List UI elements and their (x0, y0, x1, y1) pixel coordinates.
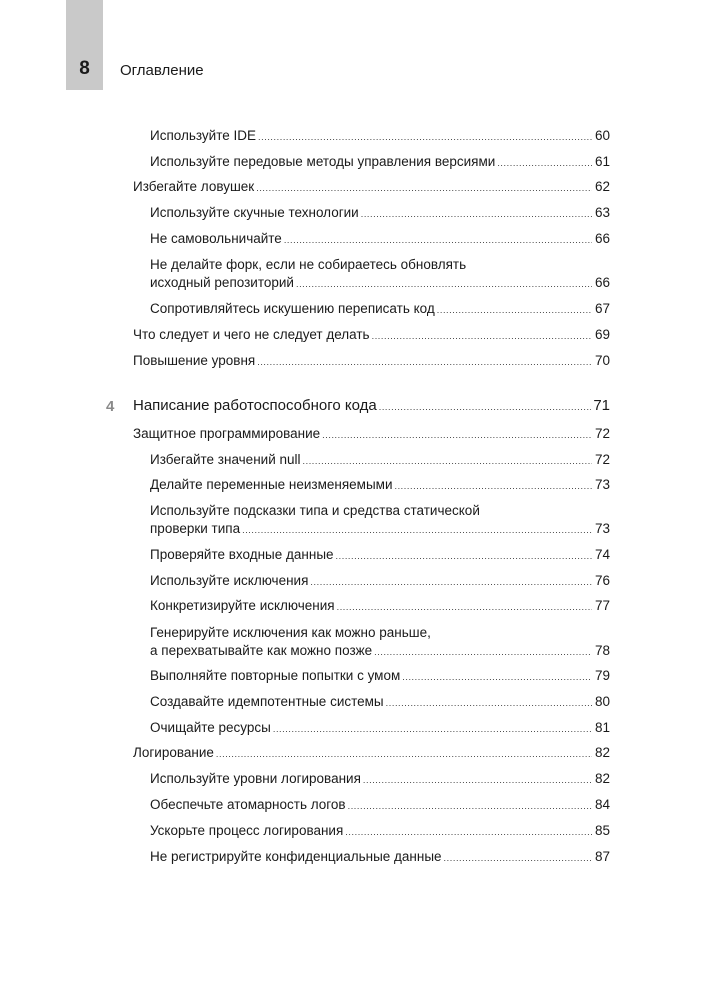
dot-leader (322, 426, 592, 444)
dot-leader (216, 745, 592, 763)
toc-entry-title: Используйте исключения (150, 573, 309, 588)
toc-entry-title: Повышение уровня (133, 353, 256, 368)
toc-entry-title-line1: Генерируйте исключения как можно раньше, (150, 625, 431, 640)
toc-entry-page: 61 (594, 154, 610, 169)
toc-entry-page: 74 (594, 547, 610, 562)
dot-leader (363, 771, 592, 789)
toc-entry[interactable] (133, 425, 610, 444)
toc-entry[interactable] (150, 127, 610, 146)
toc-entry[interactable] (150, 624, 610, 661)
toc-entry[interactable] (133, 326, 610, 345)
toc-entry[interactable] (150, 451, 610, 470)
toc-entry[interactable] (150, 476, 610, 495)
dot-leader (374, 643, 592, 661)
toc-entry-title: Используйте передовые методы управления версиями (150, 154, 496, 169)
toc-entry-title-line1: Не делайте форк, если не собираетесь обновлять (150, 257, 467, 272)
toc-entry[interactable] (150, 796, 610, 815)
toc-entry-page: 81 (594, 720, 610, 735)
toc-entry-page: 72 (594, 426, 610, 441)
dot-leader (386, 694, 592, 712)
dot-leader (296, 275, 592, 293)
dot-leader (284, 231, 592, 249)
toc-entry-page: 69 (594, 327, 610, 342)
toc-entry-title: Ускорьте процесс логирования (150, 823, 344, 838)
toc-entry-title: Логирование (133, 745, 214, 760)
toc-entry-page: 67 (594, 301, 610, 316)
dot-leader (337, 598, 592, 616)
toc-entry-page: 71 (593, 397, 610, 414)
toc-entry-title: Используйте IDE (150, 128, 257, 143)
toc-entry-page: 82 (594, 771, 610, 786)
toc-entry-page: 62 (594, 179, 610, 194)
toc-entry-title: Делайте переменные неизменяемыми (150, 477, 393, 492)
toc-entry-page: 73 (594, 521, 610, 536)
dot-leader (257, 353, 592, 371)
toc-entry-page: 85 (594, 823, 610, 838)
toc-entry-title: Конкретизируйте исключения (150, 598, 335, 613)
chapter-number: 4 (106, 398, 115, 415)
toc-entry-page: 77 (594, 598, 610, 613)
toc-entry-title: Очищайте ресурсы (150, 720, 271, 735)
toc-entry-page: 82 (594, 745, 610, 760)
toc-entry-page: 66 (594, 275, 610, 290)
toc-entry[interactable] (150, 822, 610, 841)
page-number: 8 (79, 58, 90, 79)
toc-entry[interactable] (150, 502, 610, 539)
toc-entry-title: Не самовольничайте (150, 231, 282, 246)
toc-entry-title: исходный репозиторий (150, 275, 294, 290)
toc-entry-page: 76 (594, 573, 610, 588)
toc-entry-title-line1: Используйте подсказки типа и средства статической (150, 503, 480, 518)
dot-leader (345, 823, 592, 841)
dot-leader (444, 849, 592, 867)
toc-entry[interactable] (150, 153, 610, 172)
dot-leader (258, 128, 592, 146)
toc-entry-title: Сопротивляйтесь искушению переписать код (150, 301, 435, 316)
dot-leader (361, 205, 592, 223)
toc-entry[interactable] (133, 352, 610, 371)
toc-entry-title: Используйте уровни логирования (150, 771, 361, 786)
toc-entry-title: Используйте скучные технологии (150, 205, 359, 220)
toc-entry-title: Избегайте значений null (150, 452, 301, 467)
toc-entry[interactable] (150, 719, 610, 738)
toc-entry-page: 78 (594, 643, 610, 658)
toc-entry-page: 79 (594, 668, 610, 683)
toc-entry-page: 87 (594, 849, 610, 864)
toc-entry-title: Не регистрируйте конфиденциальные данные (150, 849, 442, 864)
toc-entry-page: 73 (594, 477, 610, 492)
toc-entry-page: 60 (594, 128, 610, 143)
toc-chapter-entry[interactable] (133, 397, 610, 416)
dot-leader (242, 521, 592, 539)
toc-entry-page: 84 (594, 797, 610, 812)
toc-entry-title: Что следует и чего не следует делать (133, 327, 370, 342)
toc-entry[interactable] (150, 693, 610, 712)
toc-entry[interactable] (150, 667, 610, 686)
toc-entry[interactable] (150, 204, 610, 223)
dot-leader (348, 797, 592, 815)
toc-entry-title: Защитное программирование (133, 426, 321, 441)
dot-leader (372, 327, 592, 345)
dot-leader (379, 398, 592, 416)
toc-entry[interactable] (150, 256, 610, 293)
dot-leader (273, 720, 592, 738)
toc-entry-title: проверки типа (150, 521, 241, 536)
toc-entry-title: Выполняйте повторные попытки с умом (150, 668, 401, 683)
toc-entry-title: Проверяйте входные данные (150, 547, 334, 562)
running-title: Оглавление (120, 62, 204, 79)
dot-leader (497, 154, 592, 172)
dot-leader (437, 301, 592, 319)
dot-leader (310, 573, 592, 591)
toc-entry-title: Создавайте идемпотентные системы (150, 694, 384, 709)
toc-entry[interactable] (150, 572, 610, 591)
toc-entry-title: а перехватывайте как можно позже (150, 643, 373, 658)
toc-entry[interactable] (150, 300, 610, 319)
toc-entry[interactable] (133, 178, 610, 197)
toc-entry[interactable] (150, 546, 610, 565)
toc-entry-title: Обеспечьте атомарность логов (150, 797, 346, 812)
toc-entry-page: 66 (594, 231, 610, 246)
dot-leader (394, 477, 592, 495)
toc-entry[interactable] (150, 848, 610, 867)
toc-entry-title: Избегайте ловушек (133, 179, 255, 194)
toc-entry[interactable] (150, 230, 610, 249)
toc-entry[interactable] (133, 744, 610, 763)
toc-entry-page: 63 (594, 205, 610, 220)
dot-leader (256, 179, 592, 197)
chapter-title: Написание работоспособного кода (133, 397, 377, 414)
toc-entry[interactable] (150, 597, 610, 616)
dot-leader (336, 547, 592, 565)
dot-leader (402, 668, 592, 686)
toc-entry[interactable] (150, 770, 610, 789)
toc-entry-page: 70 (594, 353, 610, 368)
toc-entry-page: 80 (594, 694, 610, 709)
dot-leader (303, 452, 593, 470)
toc-entry-page: 72 (594, 452, 610, 467)
